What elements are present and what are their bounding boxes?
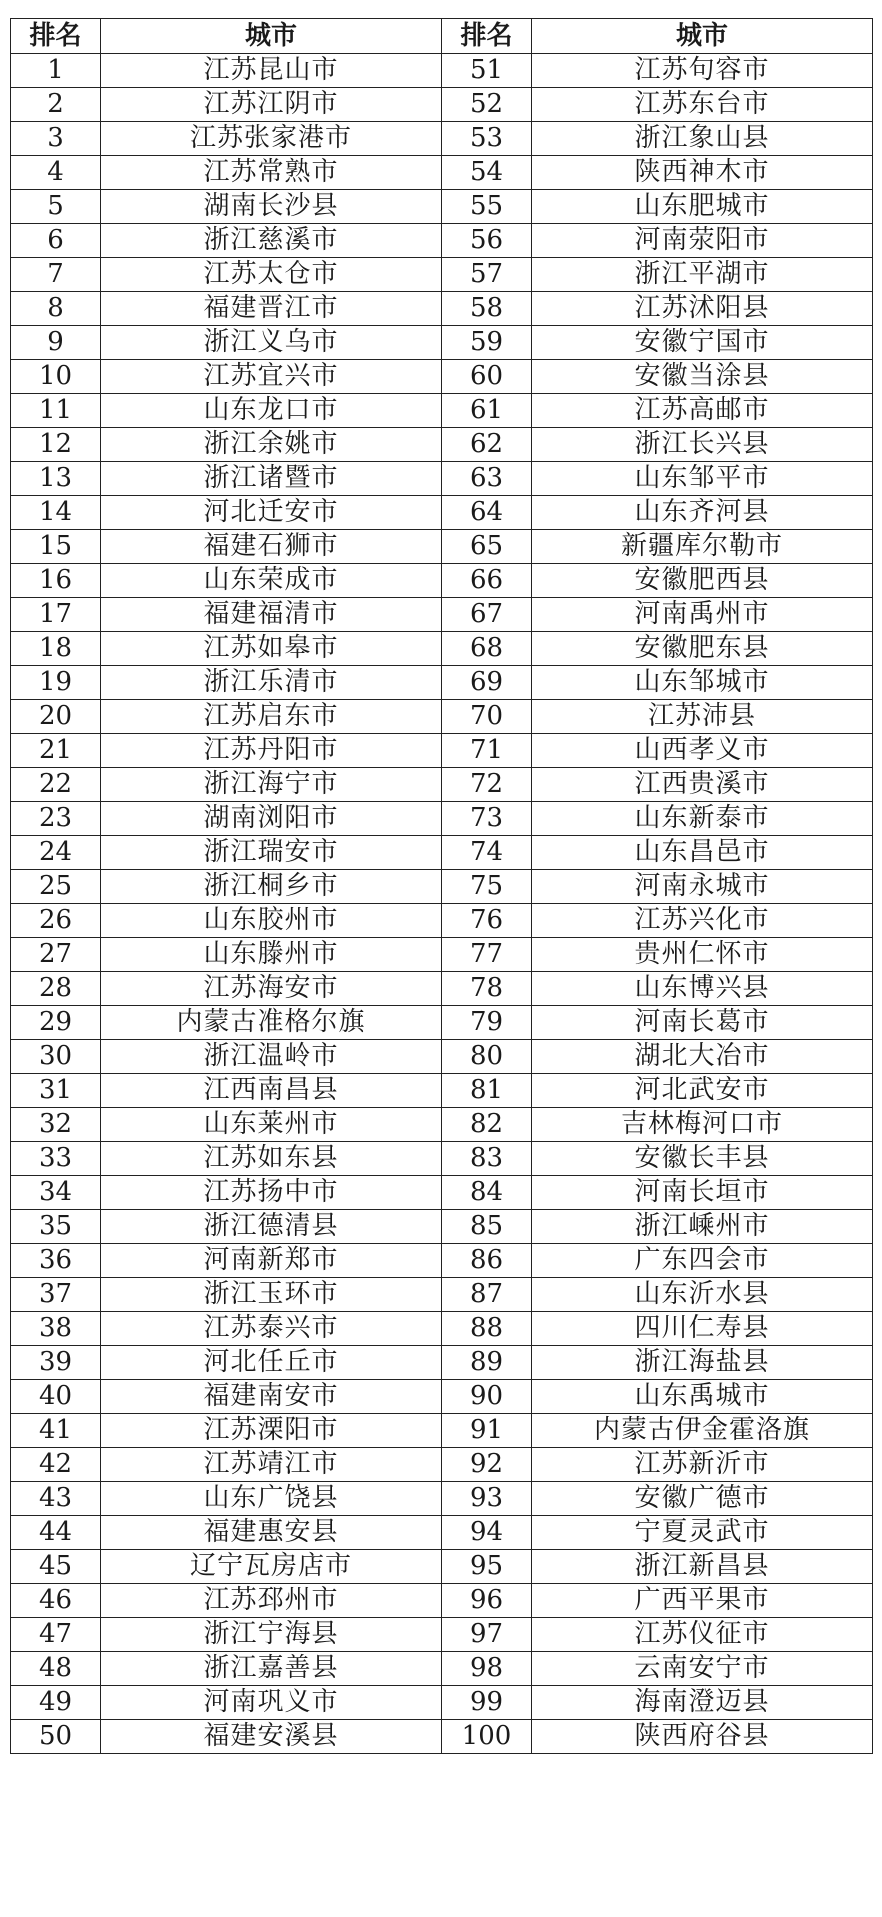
city-cell-right: 山东昌邑市 [532,836,873,870]
rank-cell-left: 28 [11,972,101,1006]
rank-cell-left: 40 [11,1380,101,1414]
table-row [11,1686,873,1720]
rank-cell-left: 2 [11,88,101,122]
rank-cell-right: 98 [442,1652,532,1686]
table-row [11,54,873,88]
table-row [11,394,873,428]
rank-cell-left: 1 [11,54,101,88]
rank-cell-left: 36 [11,1244,101,1278]
rank-cell-right: 99 [442,1686,532,1720]
city-cell-left: 江苏靖江市 [101,1448,442,1482]
table-row [11,1346,873,1380]
table-row [11,938,873,972]
city-cell-left: 山东荣成市 [101,564,442,598]
rank-cell-left: 41 [11,1414,101,1448]
rank-cell-right: 55 [442,190,532,224]
table-row [11,258,873,292]
table-row [11,1652,873,1686]
rank-cell-left: 34 [11,1176,101,1210]
rank-cell-left: 38 [11,1312,101,1346]
city-cell-left: 山东龙口市 [101,394,442,428]
city-cell-right: 吉林梅河口市 [532,1108,873,1142]
table-row [11,122,873,156]
table-row [11,1108,873,1142]
table-row [11,530,873,564]
city-cell-right: 浙江新昌县 [532,1550,873,1584]
city-cell-left: 江苏如皋市 [101,632,442,666]
city-cell-right: 河南永城市 [532,870,873,904]
rank-cell-right: 57 [442,258,532,292]
city-cell-right: 山东博兴县 [532,972,873,1006]
city-cell-left: 江苏太仓市 [101,258,442,292]
city-cell-right: 江苏仪征市 [532,1618,873,1652]
city-cell-left: 浙江瑞安市 [101,836,442,870]
city-cell-right: 陕西神木市 [532,156,873,190]
city-cell-right: 浙江海盐县 [532,1346,873,1380]
rank-cell-right: 89 [442,1346,532,1380]
ranking-document [10,18,872,1754]
table-row [11,1482,873,1516]
rank-cell-left: 18 [11,632,101,666]
rank-cell-left: 37 [11,1278,101,1312]
city-cell-right: 山东肥城市 [532,190,873,224]
city-cell-right: 新疆库尔勒市 [532,530,873,564]
table-row [11,1176,873,1210]
table-row [11,1516,873,1550]
rank-cell-left: 3 [11,122,101,156]
table-row [11,1040,873,1074]
rank-cell-right: 95 [442,1550,532,1584]
city-cell-right: 安徽广德市 [532,1482,873,1516]
city-cell-right: 江苏新沂市 [532,1448,873,1482]
table-row [11,1074,873,1108]
table-row [11,1618,873,1652]
rank-cell-right: 76 [442,904,532,938]
city-cell-right: 江西贵溪市 [532,768,873,802]
table-row [11,496,873,530]
table-row [11,802,873,836]
table-row [11,564,873,598]
rank-cell-left: 32 [11,1108,101,1142]
city-cell-right: 广东四会市 [532,1244,873,1278]
rank-cell-left: 12 [11,428,101,462]
city-cell-left: 浙江温岭市 [101,1040,442,1074]
city-cell-left: 河南新郑市 [101,1244,442,1278]
city-cell-left: 河南巩义市 [101,1686,442,1720]
city-cell-right: 安徽肥西县 [532,564,873,598]
rank-cell-right: 68 [442,632,532,666]
rank-cell-right: 53 [442,122,532,156]
rank-cell-right: 64 [442,496,532,530]
city-cell-right: 陕西府谷县 [532,1720,873,1754]
rank-cell-right: 100 [442,1720,532,1754]
rank-cell-left: 4 [11,156,101,190]
city-cell-left: 江苏张家港市 [101,122,442,156]
rank-cell-right: 94 [442,1516,532,1550]
city-cell-right: 内蒙古伊金霍洛旗 [532,1414,873,1448]
city-cell-left: 江苏宜兴市 [101,360,442,394]
rank-cell-right: 84 [442,1176,532,1210]
table-row [11,700,873,734]
rank-cell-right: 65 [442,530,532,564]
table-row [11,836,873,870]
rank-cell-left: 31 [11,1074,101,1108]
city-cell-right: 湖北大冶市 [532,1040,873,1074]
table-row [11,88,873,122]
city-cell-left: 福建惠安县 [101,1516,442,1550]
rank-cell-right: 92 [442,1448,532,1482]
city-cell-right: 山东新泰市 [532,802,873,836]
rank-cell-left: 5 [11,190,101,224]
rank-cell-right: 73 [442,802,532,836]
rank-cell-right: 79 [442,1006,532,1040]
city-cell-right: 河北武安市 [532,1074,873,1108]
rank-cell-right: 63 [442,462,532,496]
table-row [11,360,873,394]
rank-cell-right: 62 [442,428,532,462]
city-cell-right: 江苏句容市 [532,54,873,88]
rank-cell-left: 24 [11,836,101,870]
rank-cell-right: 71 [442,734,532,768]
rank-cell-left: 30 [11,1040,101,1074]
city-cell-left: 浙江玉环市 [101,1278,442,1312]
rank-cell-left: 25 [11,870,101,904]
table-row [11,1278,873,1312]
rank-cell-right: 97 [442,1618,532,1652]
rank-cell-right: 54 [442,156,532,190]
city-cell-right: 四川仁寿县 [532,1312,873,1346]
city-cell-left: 浙江桐乡市 [101,870,442,904]
rank-column-header-right: 排名 [442,19,532,54]
table-row [11,1244,873,1278]
rank-cell-left: 13 [11,462,101,496]
rank-cell-right: 58 [442,292,532,326]
table-row [11,190,873,224]
table-row [11,666,873,700]
rank-cell-left: 47 [11,1618,101,1652]
city-cell-left: 浙江嘉善县 [101,1652,442,1686]
rank-cell-right: 70 [442,700,532,734]
rank-cell-right: 72 [442,768,532,802]
city-cell-left: 江苏江阴市 [101,88,442,122]
rank-cell-left: 15 [11,530,101,564]
city-cell-right: 宁夏灵武市 [532,1516,873,1550]
rank-cell-left: 33 [11,1142,101,1176]
city-cell-right: 山东齐河县 [532,496,873,530]
rank-cell-right: 74 [442,836,532,870]
city-cell-left: 浙江乐清市 [101,666,442,700]
table-row [11,292,873,326]
rank-cell-left: 39 [11,1346,101,1380]
city-cell-left: 江苏邳州市 [101,1584,442,1618]
table-row [11,734,873,768]
city-cell-left: 河北迁安市 [101,496,442,530]
rank-cell-left: 29 [11,1006,101,1040]
rank-cell-left: 17 [11,598,101,632]
table-row [11,1720,873,1754]
rank-cell-right: 91 [442,1414,532,1448]
city-cell-right: 浙江长兴县 [532,428,873,462]
ranking-table [10,18,873,1754]
rank-column-header-left: 排名 [11,19,101,54]
table-row [11,156,873,190]
rank-cell-right: 77 [442,938,532,972]
rank-cell-right: 67 [442,598,532,632]
city-cell-left: 内蒙古准格尔旗 [101,1006,442,1040]
city-cell-left: 浙江德清县 [101,1210,442,1244]
table-row [11,632,873,666]
rank-cell-left: 11 [11,394,101,428]
rank-cell-left: 45 [11,1550,101,1584]
table-row [11,768,873,802]
table-row [11,1142,873,1176]
rank-cell-right: 66 [442,564,532,598]
rank-cell-right: 90 [442,1380,532,1414]
city-cell-left: 江苏昆山市 [101,54,442,88]
city-cell-right: 河南禹州市 [532,598,873,632]
rank-cell-right: 59 [442,326,532,360]
city-cell-left: 山东莱州市 [101,1108,442,1142]
rank-cell-right: 78 [442,972,532,1006]
city-cell-right: 河南长葛市 [532,1006,873,1040]
city-cell-right: 安徽宁国市 [532,326,873,360]
city-cell-right: 河南长垣市 [532,1176,873,1210]
city-cell-left: 江苏扬中市 [101,1176,442,1210]
table-row [11,428,873,462]
city-cell-right: 山东邹城市 [532,666,873,700]
rank-cell-right: 60 [442,360,532,394]
table-row [11,1006,873,1040]
table-row [11,1380,873,1414]
city-cell-left: 浙江宁海县 [101,1618,442,1652]
header-row [11,19,873,54]
city-cell-left: 河北任丘市 [101,1346,442,1380]
city-cell-left: 湖南浏阳市 [101,802,442,836]
rank-cell-left: 10 [11,360,101,394]
table-body [11,54,873,1754]
city-cell-left: 福建晋江市 [101,292,442,326]
city-cell-left: 江苏如东县 [101,1142,442,1176]
city-cell-left: 辽宁瓦房店市 [101,1550,442,1584]
table-row [11,904,873,938]
rank-cell-left: 42 [11,1448,101,1482]
rank-cell-right: 61 [442,394,532,428]
city-cell-left: 江苏溧阳市 [101,1414,442,1448]
city-cell-left: 福建石狮市 [101,530,442,564]
rank-cell-left: 9 [11,326,101,360]
rank-cell-right: 96 [442,1584,532,1618]
city-column-header-right: 城市 [532,19,873,54]
table-row [11,1312,873,1346]
city-cell-left: 江西南昌县 [101,1074,442,1108]
rank-cell-right: 82 [442,1108,532,1142]
table-row [11,224,873,258]
rank-cell-left: 44 [11,1516,101,1550]
rank-cell-left: 23 [11,802,101,836]
rank-cell-left: 14 [11,496,101,530]
rank-cell-left: 35 [11,1210,101,1244]
city-cell-left: 福建安溪县 [101,1720,442,1754]
rank-cell-left: 6 [11,224,101,258]
city-cell-right: 浙江嵊州市 [532,1210,873,1244]
city-cell-left: 山东滕州市 [101,938,442,972]
city-cell-right: 江苏高邮市 [532,394,873,428]
city-cell-right: 山东沂水县 [532,1278,873,1312]
city-cell-left: 江苏丹阳市 [101,734,442,768]
rank-cell-right: 52 [442,88,532,122]
city-cell-right: 安徽当涂县 [532,360,873,394]
city-cell-left: 浙江义乌市 [101,326,442,360]
rank-cell-left: 19 [11,666,101,700]
city-cell-right: 江苏沛县 [532,700,873,734]
table-header [11,19,873,54]
rank-cell-left: 22 [11,768,101,802]
city-cell-left: 湖南长沙县 [101,190,442,224]
rank-cell-left: 46 [11,1584,101,1618]
rank-cell-left: 49 [11,1686,101,1720]
city-cell-left: 江苏常熟市 [101,156,442,190]
city-cell-right: 安徽肥东县 [532,632,873,666]
rank-cell-left: 27 [11,938,101,972]
city-cell-right: 江苏东台市 [532,88,873,122]
rank-cell-right: 83 [442,1142,532,1176]
rank-cell-left: 16 [11,564,101,598]
city-cell-left: 浙江余姚市 [101,428,442,462]
city-cell-left: 山东胶州市 [101,904,442,938]
table-row [11,598,873,632]
rank-cell-right: 56 [442,224,532,258]
city-cell-right: 河南荥阳市 [532,224,873,258]
rank-cell-right: 88 [442,1312,532,1346]
table-row [11,1448,873,1482]
city-cell-right: 安徽长丰县 [532,1142,873,1176]
city-cell-left: 浙江海宁市 [101,768,442,802]
table-row [11,972,873,1006]
city-cell-left: 江苏泰兴市 [101,1312,442,1346]
city-cell-right: 云南安宁市 [532,1652,873,1686]
rank-cell-right: 85 [442,1210,532,1244]
rank-cell-right: 75 [442,870,532,904]
table-row [11,462,873,496]
rank-cell-right: 86 [442,1244,532,1278]
city-column-header-left: 城市 [101,19,442,54]
city-cell-right: 山西孝义市 [532,734,873,768]
rank-cell-right: 51 [442,54,532,88]
city-cell-right: 山东邹平市 [532,462,873,496]
table-row [11,1550,873,1584]
rank-cell-left: 8 [11,292,101,326]
city-cell-left: 江苏海安市 [101,972,442,1006]
rank-cell-left: 7 [11,258,101,292]
rank-cell-right: 80 [442,1040,532,1074]
rank-cell-left: 26 [11,904,101,938]
city-cell-left: 福建福清市 [101,598,442,632]
rank-cell-right: 87 [442,1278,532,1312]
table-row [11,1414,873,1448]
rank-cell-left: 48 [11,1652,101,1686]
rank-cell-right: 81 [442,1074,532,1108]
rank-cell-left: 50 [11,1720,101,1754]
city-cell-right: 广西平果市 [532,1584,873,1618]
city-cell-left: 山东广饶县 [101,1482,442,1516]
rank-cell-left: 21 [11,734,101,768]
table-row [11,1210,873,1244]
rank-cell-left: 43 [11,1482,101,1516]
table-row [11,326,873,360]
city-cell-left: 江苏启东市 [101,700,442,734]
city-cell-left: 浙江诸暨市 [101,462,442,496]
city-cell-right: 山东禹城市 [532,1380,873,1414]
table-row [11,1584,873,1618]
rank-cell-right: 69 [442,666,532,700]
city-cell-right: 贵州仁怀市 [532,938,873,972]
rank-cell-left: 20 [11,700,101,734]
city-cell-left: 福建南安市 [101,1380,442,1414]
city-cell-right: 海南澄迈县 [532,1686,873,1720]
city-cell-right: 江苏沭阳县 [532,292,873,326]
city-cell-right: 浙江象山县 [532,122,873,156]
city-cell-right: 浙江平湖市 [532,258,873,292]
city-cell-right: 江苏兴化市 [532,904,873,938]
rank-cell-right: 93 [442,1482,532,1516]
table-row [11,870,873,904]
city-cell-left: 浙江慈溪市 [101,224,442,258]
